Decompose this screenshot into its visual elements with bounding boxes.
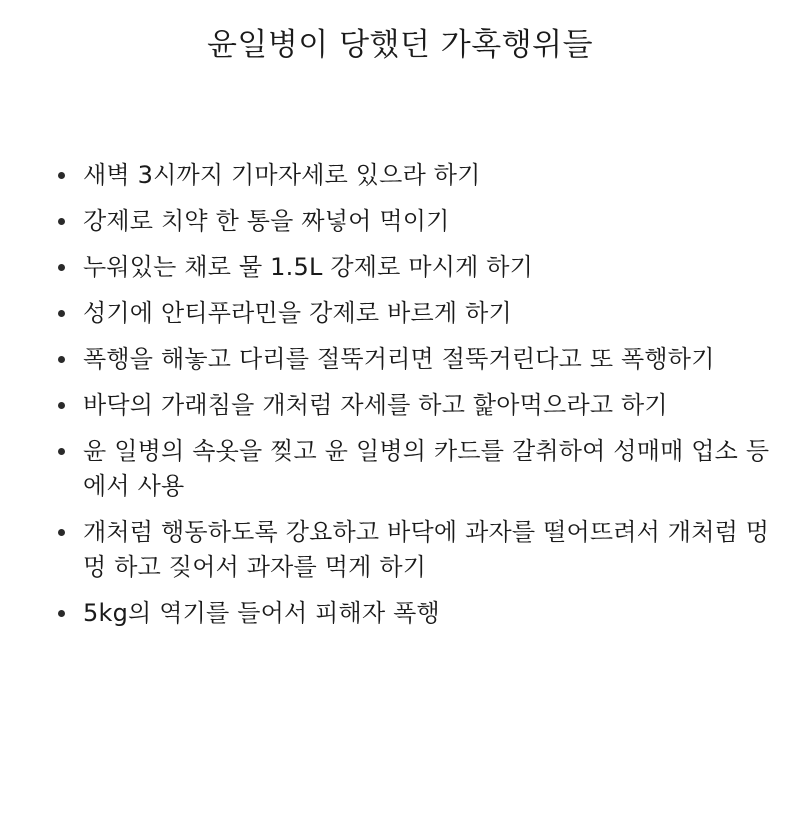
list-item-text: 바닥의 가래침을 개처럼 자세를 하고 핥아먹으라고 하기 xyxy=(83,391,668,419)
list-item-text: 새벽 3시까지 기마자세로 있으라 하기 xyxy=(83,161,481,189)
list-item-text: 윤 일병의 속옷을 찢고 윤 일병의 카드를 갈취하여 성매매 업소 등에서 사용 xyxy=(83,437,770,500)
list-item xyxy=(52,204,772,239)
list-item-text: 강제로 치약 한 통을 짜넣어 먹이기 xyxy=(83,207,450,235)
list-item xyxy=(52,596,772,631)
bullet-icon xyxy=(58,264,65,271)
bullet-icon xyxy=(58,172,65,179)
list-item xyxy=(52,296,772,331)
list-item xyxy=(52,388,772,423)
list-item-text: 폭행을 해놓고 다리를 절뚝거리면 절뚝거린다고 또 폭행하기 xyxy=(83,345,715,373)
list-item xyxy=(52,158,772,193)
bullet-icon xyxy=(58,529,65,536)
list-item-text: 5kg의 역기를 들어서 피해자 폭행 xyxy=(83,599,440,627)
list-item-text: 개처럼 행동하도록 강요하고 바닥에 과자를 떨어뜨려서 개처럼 멍멍 하고 짖어서 과자를 먹게 하기 xyxy=(83,518,770,581)
bullet-icon xyxy=(58,402,65,409)
list-item xyxy=(52,342,772,377)
bullet-icon xyxy=(58,218,65,225)
list-item-text: 누워있는 채로 물 1.5L 강제로 마시게 하기 xyxy=(83,253,534,281)
bullet-icon xyxy=(58,310,65,317)
bullet-icon xyxy=(58,610,65,617)
list-item xyxy=(52,515,772,585)
abuse-list xyxy=(52,158,772,642)
page-title: 윤일병이 당했던 가혹행위들 xyxy=(206,27,594,63)
list-item xyxy=(52,250,772,285)
list-item-text: 성기에 안티푸라민을 강제로 바르게 하기 xyxy=(83,299,512,327)
list-item xyxy=(52,434,772,504)
bullet-icon xyxy=(58,356,65,363)
bullet-icon xyxy=(58,448,65,455)
